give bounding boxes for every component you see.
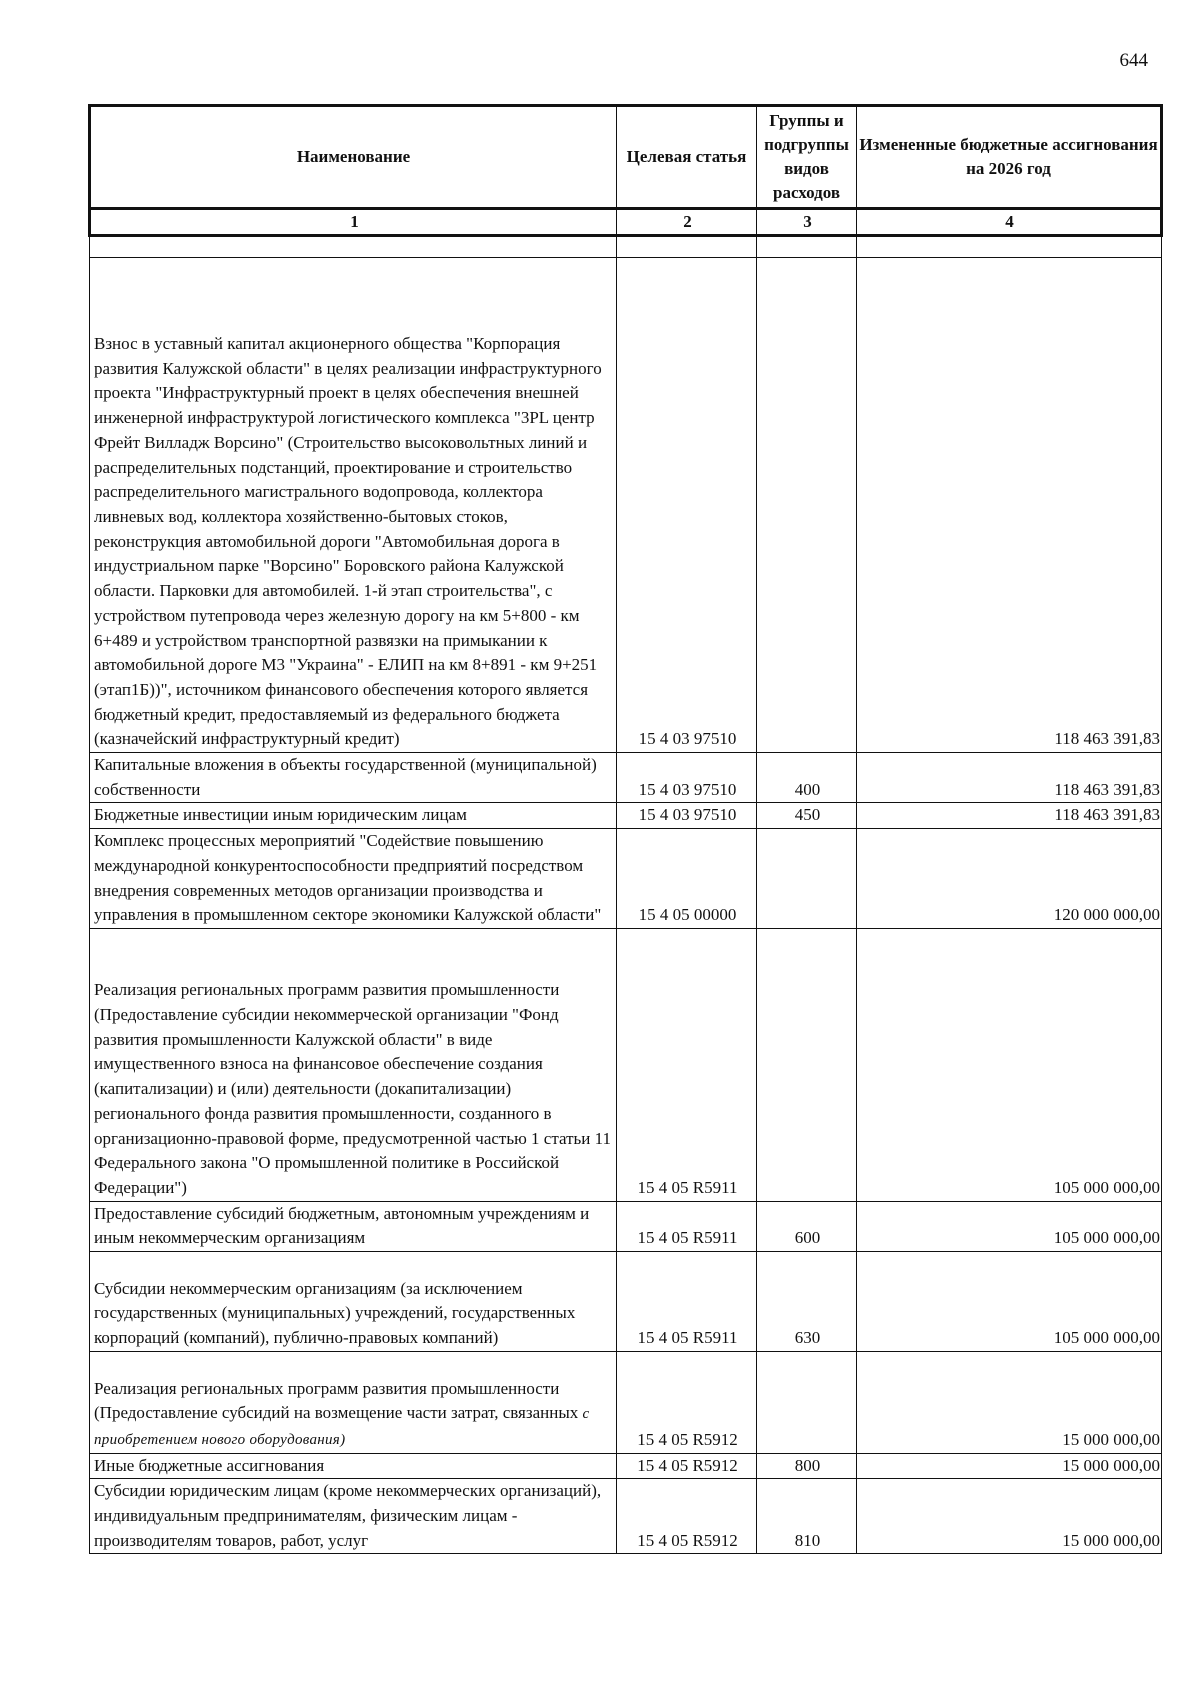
row-group: 630: [757, 1252, 857, 1352]
row-name: [90, 258, 617, 753]
row-amount: 118 463 391,83: [857, 258, 1162, 753]
row-name: Иные бюджетные ассигнования: [90, 1453, 617, 1479]
budget-table: [88, 104, 1163, 1554]
row-amount: 105 000 000,00: [857, 1252, 1162, 1352]
row-amount: 15 000 000,00: [857, 1351, 1162, 1453]
table-row: [90, 753, 1162, 803]
row-amount: 118 463 391,83: [857, 753, 1162, 803]
page-number: 644: [1119, 50, 1148, 71]
header-allocations: Измененные бюджетные ассигнования на 2026 год: [857, 106, 1162, 209]
row-amount: 105 000 000,00: [857, 928, 1162, 1201]
row-code: 15 4 05 R5911: [617, 1252, 757, 1352]
header-name: Наименование: [90, 106, 617, 209]
table-row: [90, 258, 1162, 753]
table-row: [90, 1453, 1162, 1479]
row-name: [90, 1252, 617, 1352]
row-group: [757, 1351, 857, 1453]
header-target-article: Целевая статья: [617, 106, 757, 209]
row-group: 800: [757, 1453, 857, 1479]
row-name-text: Реализация региональных программ развития промышленности (Предоставление субсидий на возмещение части затрат, связанных: [94, 1378, 579, 1423]
row-code: 15 4 05 00000: [617, 829, 757, 929]
row-name: Предоставление субсидий бюджетным, автономным учреждениям и иным некоммерческим организациям: [90, 1201, 617, 1251]
row-code: 15 4 05 R5912: [617, 1453, 757, 1479]
row-name-handwritten: с приобретением нового оборудования): [94, 1406, 590, 1448]
row-group: [757, 829, 857, 929]
row-code: 15 4 05 R5911: [617, 928, 757, 1201]
row-name: [90, 1351, 617, 1453]
row-amount: 15 000 000,00: [857, 1479, 1162, 1554]
row-group: 400: [757, 753, 857, 803]
column-number-1: 1: [90, 209, 617, 236]
table-row: [90, 803, 1162, 829]
row-group: 600: [757, 1201, 857, 1251]
row-code: 15 4 05 R5912: [617, 1479, 757, 1554]
row-name-text: Реализация региональных программ развития промышленности (Предоставление субсидии некоммерческой организации "Фонд развития промышленности Калужской области" в виде имущественного взноса на финансовое обеспечение создания (капитализации) и (или) деятельности (докапитализации) регионального фонда развития промышленности, созданного в организационно-правовой форме, предусмотренной частью 1 статьи 11 Федерального закона "О промышленной политике в Российской Федерации"): [94, 980, 611, 1197]
column-number-4: 4: [857, 209, 1162, 236]
row-amount: 105 000 000,00: [857, 1201, 1162, 1251]
row-code: 15 4 03 97510: [617, 258, 757, 753]
row-name: Комплекс процессных мероприятий "Содействие повышению международной конкурентоспособности предприятий посредством внедрения современных методов организации производства и управления в промышленном секторе экономики Калужской области": [90, 829, 617, 929]
row-amount: 15 000 000,00: [857, 1453, 1162, 1479]
column-number-row: [90, 209, 1162, 236]
row-group: [757, 258, 857, 753]
column-number-2: 2: [617, 209, 757, 236]
row-amount: 120 000 000,00: [857, 829, 1162, 929]
row-code: 15 4 03 97510: [617, 753, 757, 803]
row-amount: 118 463 391,83: [857, 803, 1162, 829]
row-name-text: Взнос в уставный капитал акционерного общества "Корпорация развития Калужской области" в целях реализации инфраструктурного проекта "Инфраструктурный проект в целях обеспечения внешней инженерной инфраструктурой логистического комплекса "3PL центр Фрейт Вилладж Ворсино" (Строительство высоковольтных линий и распределительных подстанций, проектирование и строительство распределительного магистрального водопровода, коллектора ливневых вод, коллектора хозяйственно-бытовых стоков, реконструкция автомобильной дороги "Автомобильная дорога в индустриальном парке "Ворсино" Боровского района Калужской области. Парковки для автомобилей. 1-й этап строительства", с устройством путепровода через железную дорогу на км 5+800 - км 6+489 и устройством транспортной развязки на примыкании к автомобильной дороге М3 "Украина" - ЕЛИП на км 8+891 - км 9+251 (этап1Б))", источником финансового обеспечения которого является бюджетный кредит, предоставляемый из федерального бюджета (казначейский инфраструктурный кредит): [94, 334, 602, 749]
row-group: [757, 928, 857, 1201]
row-name: Бюджетные инвестиции иным юридическим лицам: [90, 803, 617, 829]
table-row: [90, 1479, 1162, 1554]
row-name: [90, 928, 617, 1201]
row-name: Капитальные вложения в объекты государственной (муниципальной) собственности: [90, 753, 617, 803]
row-name: Субсидии юридическим лицам (кроме некоммерческих организаций), индивидуальным предпринимателям, физическим лицам - производителям товаров, работ, услуг: [90, 1479, 617, 1554]
table-row: [90, 1252, 1162, 1352]
row-code: 15 4 05 R5911: [617, 1201, 757, 1251]
row-name-text: Субсидии некоммерческим организациям (за исключением государственных (муниципальных) учреждений, государственных корпораций (компаний), публично-правовых компаний): [94, 1278, 576, 1348]
table-row: [90, 928, 1162, 1201]
table-row: [90, 1201, 1162, 1251]
row-group: 450: [757, 803, 857, 829]
spacer-row: [90, 236, 1162, 258]
table-row: [90, 829, 1162, 929]
column-number-3: 3: [757, 209, 857, 236]
header-expense-groups: Группы и подгруппы видов расходов: [757, 106, 857, 209]
row-code: 15 4 03 97510: [617, 803, 757, 829]
row-group: 810: [757, 1479, 857, 1554]
row-code: 15 4 05 R5912: [617, 1351, 757, 1453]
header-row: [90, 106, 1162, 209]
table-row: [90, 1351, 1162, 1453]
